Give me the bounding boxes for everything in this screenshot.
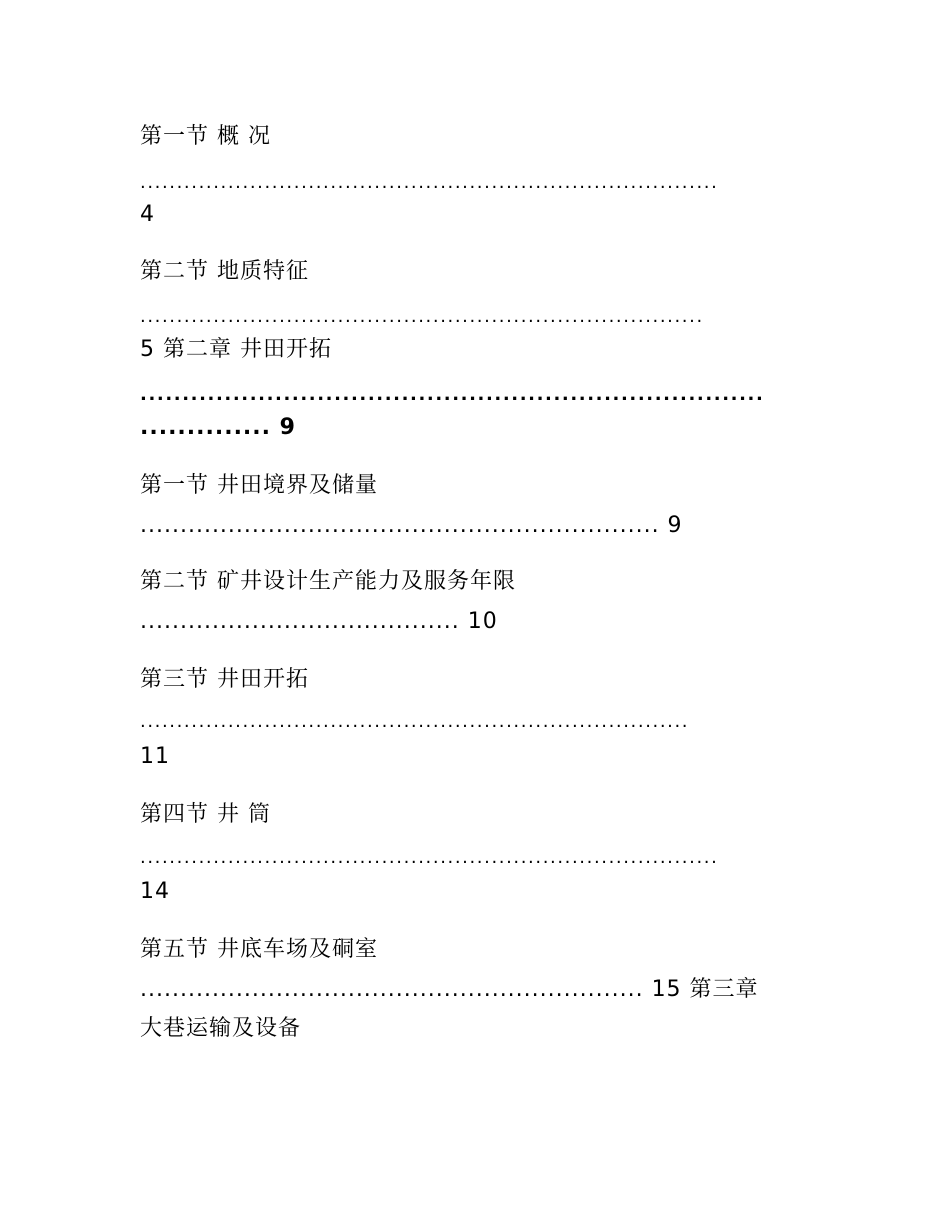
toc-page-number: 4: [140, 202, 155, 227]
toc-leader-dots: ...............................................................................: [140, 847, 719, 868]
toc-entry-title: 第一节 概 况: [140, 124, 271, 149]
toc-page-number-and-chapter: 5 第二章 井田开拓: [140, 337, 332, 362]
toc-leader-dots-bold: ..........................................................................: [140, 384, 765, 405]
toc-entry-title: 第二节 地质特征: [140, 259, 309, 284]
toc-page-number: 14: [140, 879, 170, 904]
toc-leader-with-page: ................................................................. 9: [140, 513, 683, 538]
toc-entry-title: 第四节 井 筒: [140, 802, 271, 827]
toc-leader-dots: .............................................................................: [140, 306, 704, 327]
toc-leader-dots: ...............................................................................: [140, 172, 719, 193]
toc-entry-title: 第二节 矿井设计生产能力及服务年限: [140, 569, 516, 594]
toc-leader-dots: ...........................................................................: [140, 711, 690, 732]
toc-chapter-title: 大巷运输及设备: [140, 1016, 302, 1041]
toc-entry-title: 第一节 井田境界及储量: [140, 473, 378, 498]
toc-page-number: 11: [140, 744, 170, 769]
toc-entry-title: 第三节 井田开拓: [140, 667, 309, 692]
toc-page-number-bold: .............. 9: [140, 415, 296, 440]
toc-leader-with-page-and-chapter: ............................................................... 15 第三章: [140, 977, 759, 1002]
toc-leader-with-page: ........................................ 10: [140, 609, 498, 634]
toc-entry-title: 第五节 井底车场及硐室: [140, 937, 378, 962]
